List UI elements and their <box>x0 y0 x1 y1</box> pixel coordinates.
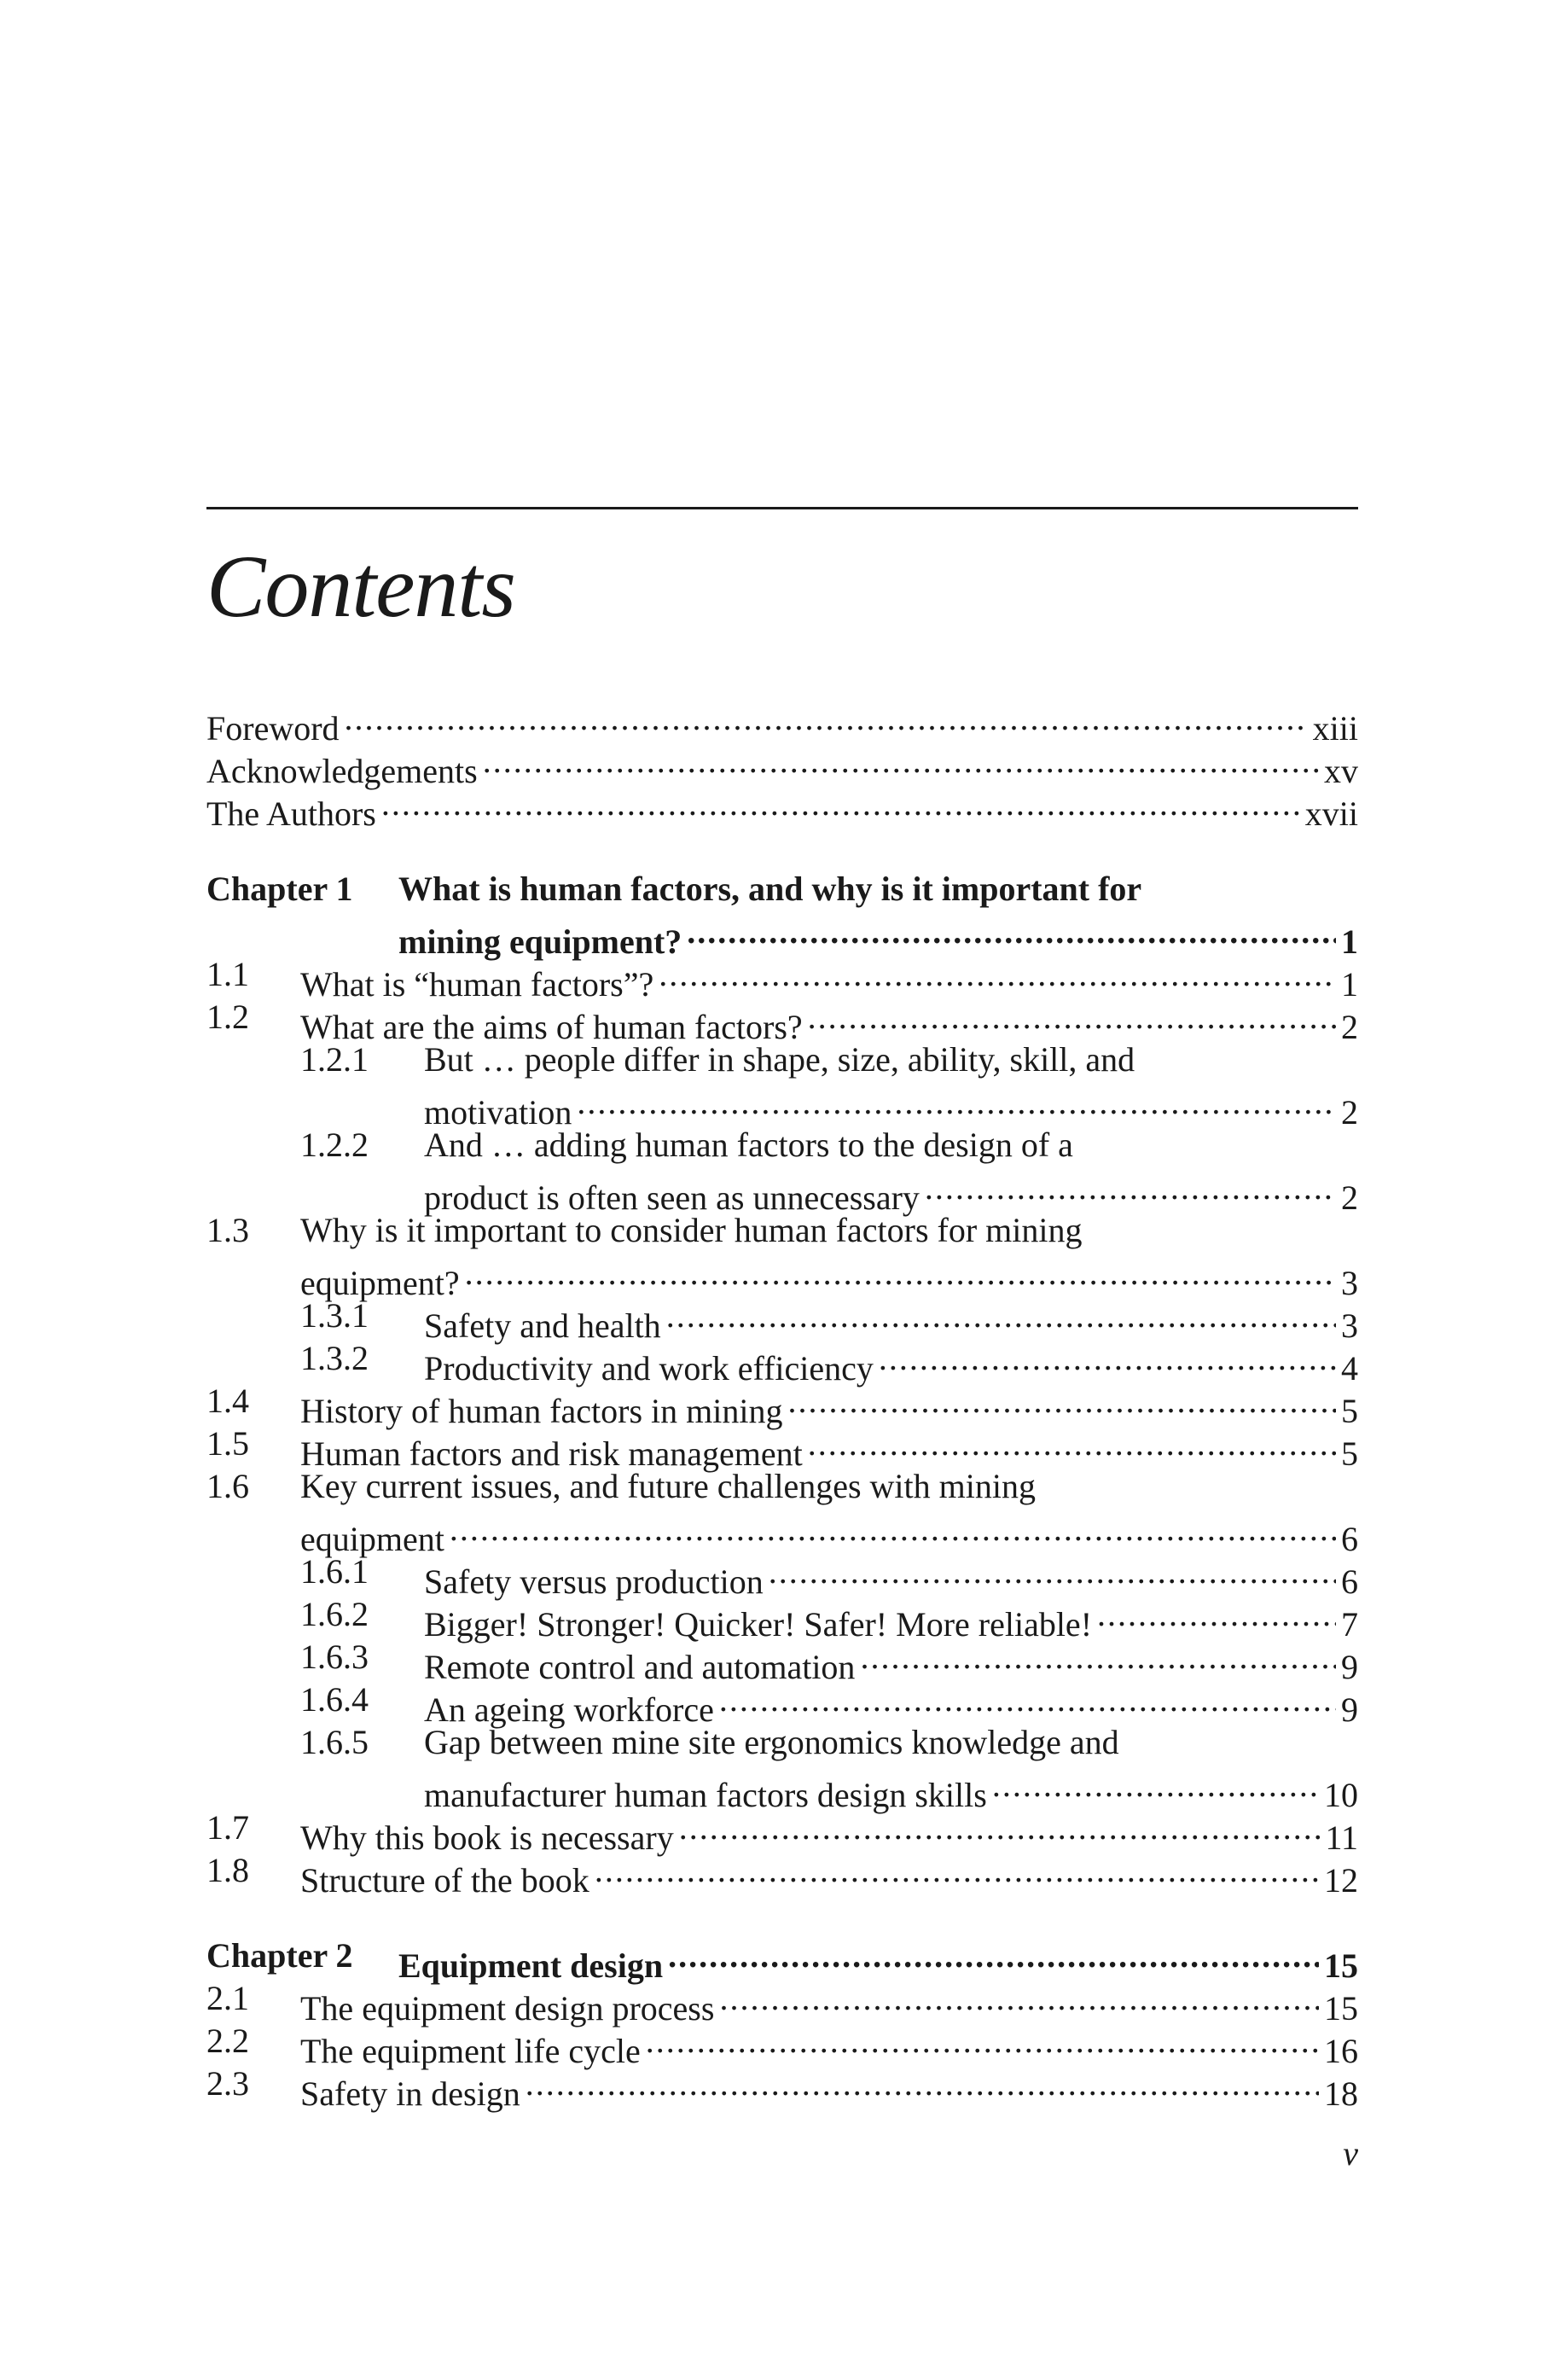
dot-leader <box>687 911 1336 953</box>
toc-page-number: 5 <box>1341 1392 1358 1430</box>
toc-page-number: xv <box>1324 752 1358 790</box>
toc-page-number: 12 <box>1324 1861 1358 1900</box>
toc-entry-text-line-2: product is often seen as unnecessary <box>424 1178 920 1217</box>
toc-entry-the-authors[interactable] <box>206 783 1358 833</box>
toc-entry-1-1[interactable] <box>206 953 1358 1004</box>
section-number: 1.6.1 <box>300 1552 369 1591</box>
toc-entry-text: Safety versus production <box>424 1562 764 1601</box>
section-number: 1.2.1 <box>300 1040 369 1079</box>
dot-leader <box>808 996 1336 1039</box>
toc-entry-text-line-2: equipment? <box>300 1264 460 1302</box>
toc-entry-text: Safety and health <box>424 1306 661 1345</box>
toc-page-number: 3 <box>1341 1306 1358 1345</box>
toc-entry-text: An ageing workforce <box>424 1690 714 1729</box>
toc-entry-text-line-1: Why is it important to consider human factors for mining <box>300 1211 1083 1249</box>
toc-entry-1-2-2[interactable] <box>206 1124 1358 1167</box>
chapter-label: Chapter 1 <box>206 870 353 908</box>
toc-entry-text: History of human factors in mining <box>300 1392 783 1430</box>
toc-entry-1-4[interactable] <box>206 1380 1358 1430</box>
toc-entry-text-line-1: And … adding human factors to the design of a <box>424 1126 1073 1164</box>
toc-entry-text-line-1: Gap between mine site ergonomics knowledge and <box>424 1723 1119 1761</box>
toc-entry-text: The equipment life cycle <box>300 2032 641 2070</box>
chapter-1-heading[interactable] <box>206 868 1358 911</box>
toc-entry-acknowledgements[interactable] <box>206 740 1358 790</box>
toc-entry-text: Bigger! Stronger! Quicker! Safer! More reliable! <box>424 1605 1093 1644</box>
section-number: 1.3.2 <box>300 1339 369 1377</box>
top-rule <box>206 507 1358 509</box>
toc-entry-text: Acknowledgements <box>206 752 478 790</box>
chapter-title: Equipment design <box>398 1946 664 1985</box>
toc-entry-text: What is “human factors”? <box>300 965 654 1004</box>
dot-leader <box>345 697 1308 740</box>
dot-leader <box>381 783 1300 825</box>
toc-page-number: 2 <box>1341 1178 1358 1217</box>
section-number: 1.5 <box>206 1424 249 1463</box>
dot-leader <box>1097 1593 1336 1636</box>
dot-leader <box>879 1337 1336 1380</box>
toc-entry-1-6-5[interactable] <box>206 1721 1358 1764</box>
dot-leader <box>465 1252 1336 1295</box>
toc-entry-text-line-2: equipment <box>300 1520 444 1558</box>
table-of-contents <box>206 697 1358 2113</box>
toc-entry-1-6-cont[interactable] <box>206 1508 1358 1558</box>
toc-entry-1-3-cont[interactable] <box>206 1252 1358 1302</box>
toc-entry-text: The Authors <box>206 794 376 833</box>
toc-page-number: 9 <box>1341 1648 1358 1686</box>
toc-entry-text-line-1: But … people differ in shape, size, ability, skill, and <box>424 1040 1135 1079</box>
toc-entry-1-5[interactable] <box>206 1423 1358 1473</box>
chapter-1-heading-cont[interactable] <box>206 911 1358 961</box>
page-title: Contents <box>206 538 515 636</box>
toc-page-number: 1 <box>1341 965 1358 1004</box>
section-number: 1.8 <box>206 1851 249 1889</box>
dot-leader <box>769 1551 1336 1593</box>
toc-page-number: 15 <box>1324 1946 1358 1985</box>
dot-leader <box>679 1807 1321 1849</box>
toc-page-number: 10 <box>1324 1776 1358 1814</box>
toc-entry-foreword[interactable] <box>206 697 1358 748</box>
toc-entry-1-3-2[interactable] <box>206 1337 1358 1388</box>
toc-page-number: xvii <box>1304 794 1358 833</box>
toc-entry-1-6-5-cont[interactable] <box>206 1764 1358 1814</box>
toc-entry-text: Human factors and risk management <box>300 1434 803 1473</box>
dot-leader <box>595 1849 1319 1892</box>
chapter-2-heading[interactable] <box>206 1935 1358 1985</box>
toc-page-number: 7 <box>1341 1605 1358 1644</box>
toc-entry-text: Foreword <box>206 709 340 748</box>
toc-entry-text-line-2: motivation <box>424 1093 572 1132</box>
toc-page-number: 6 <box>1341 1562 1358 1601</box>
toc-entry-1-2-1-cont[interactable] <box>206 1081 1358 1132</box>
dot-leader <box>666 1295 1336 1337</box>
toc-entry-text: Structure of the book <box>300 1861 589 1900</box>
toc-entry-2-1[interactable] <box>206 1977 1358 2028</box>
section-number: 1.2.2 <box>300 1126 369 1164</box>
toc-entry-text: The equipment design process <box>300 1989 715 2028</box>
toc-page-number: 9 <box>1341 1690 1358 1729</box>
toc-entry-1-2-2-cont[interactable] <box>206 1167 1358 1217</box>
section-number: 1.4 <box>206 1382 249 1420</box>
section-number: 2.3 <box>206 2064 249 2103</box>
toc-page-number: 11 <box>1325 1818 1358 1857</box>
section-number: 1.3 <box>206 1211 249 1249</box>
section-number: 1.7 <box>206 1808 249 1847</box>
toc-entry-text: Safety in design <box>300 2074 520 2113</box>
dot-leader <box>483 740 1319 783</box>
toc-entry-1-6-3[interactable] <box>206 1636 1358 1686</box>
toc-entry-2-3[interactable] <box>206 2063 1358 2113</box>
section-number: 1.6.5 <box>300 1723 369 1761</box>
dot-leader <box>719 1977 1319 2020</box>
toc-page-number: 2 <box>1341 1008 1358 1046</box>
toc-page-number: 4 <box>1341 1349 1358 1388</box>
dot-leader <box>787 1380 1336 1423</box>
dot-leader <box>668 1935 1319 1977</box>
section-number: 1.6.3 <box>300 1638 369 1676</box>
toc-entry-1-6-4[interactable] <box>206 1679 1358 1729</box>
toc-entry-1-6[interactable] <box>206 1465 1358 1508</box>
toc-entry-text-line-1: Key current issues, and future challenges with mining <box>300 1467 1036 1505</box>
dot-leader <box>577 1081 1336 1124</box>
section-number: 1.6.4 <box>300 1680 369 1719</box>
toc-page-number: 6 <box>1341 1520 1358 1558</box>
dot-leader <box>526 2063 1319 2105</box>
toc-entry-1-6-2[interactable] <box>206 1593 1358 1644</box>
section-number: 1.1 <box>206 955 249 993</box>
toc-entry-1-2[interactable] <box>206 996 1358 1046</box>
chapter-title-line-2: mining equipment? <box>398 922 682 961</box>
toc-entry-1-2-1[interactable] <box>206 1039 1358 1081</box>
toc-page-number: 3 <box>1341 1264 1358 1302</box>
toc-entry-1-8[interactable] <box>206 1849 1358 1900</box>
page-folio: v <box>1343 2134 1358 2173</box>
toc-entry-text-line-2: manufacturer human factors design skills <box>424 1776 987 1814</box>
toc-page-number: 15 <box>1324 1989 1358 2028</box>
section-number: 1.3.1 <box>300 1296 369 1335</box>
toc-entry-text: Why this book is necessary <box>300 1818 674 1857</box>
section-number: 1.6 <box>206 1467 249 1505</box>
toc-entry-text: Remote control and automation <box>424 1648 856 1686</box>
dot-leader <box>659 953 1336 996</box>
section-number: 1.2 <box>206 998 249 1036</box>
toc-entry-1-3-1[interactable] <box>206 1295 1358 1345</box>
dot-leader <box>450 1508 1336 1551</box>
toc-page-number: 16 <box>1324 2032 1358 2070</box>
section-number: 2.2 <box>206 2022 249 2060</box>
toc-entry-text: Productivity and work efficiency <box>424 1349 874 1388</box>
toc-entry-2-2[interactable] <box>206 2020 1358 2070</box>
toc-entry-text: What are the aims of human factors? <box>300 1008 803 1046</box>
dot-leader <box>925 1167 1336 1209</box>
toc-page-number: 5 <box>1341 1434 1358 1473</box>
toc-page-number: 18 <box>1324 2074 1358 2113</box>
toc-page-number: 1 <box>1341 922 1358 961</box>
toc-entry-1-7[interactable] <box>206 1807 1358 1857</box>
dot-leader <box>860 1636 1336 1679</box>
toc-page-number: xiii <box>1312 709 1358 748</box>
toc-entry-1-3[interactable] <box>206 1209 1358 1252</box>
section-number: 2.1 <box>206 1979 249 2017</box>
dot-leader <box>719 1679 1336 1721</box>
dot-leader <box>992 1764 1319 1807</box>
chapter-label: Chapter 2 <box>206 1936 353 1975</box>
toc-entry-1-6-1[interactable] <box>206 1551 1358 1601</box>
dot-leader <box>646 2020 1319 2063</box>
dot-leader <box>808 1423 1336 1465</box>
section-number: 1.6.2 <box>300 1595 369 1633</box>
chapter-title-line-1: What is human factors, and why is it important for <box>398 870 1142 908</box>
toc-page-number: 2 <box>1341 1093 1358 1132</box>
